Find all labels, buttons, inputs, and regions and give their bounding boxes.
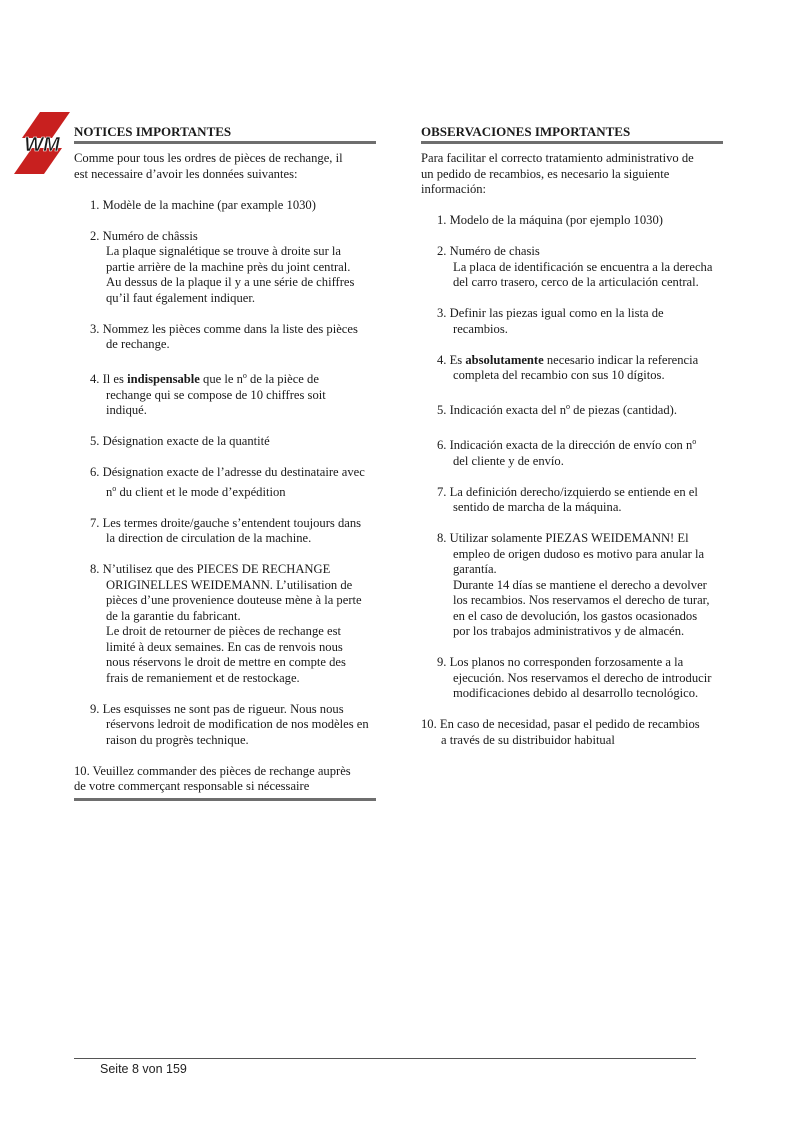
french-item-line: 5. Désignation exacte de la quantité [90, 434, 270, 448]
spanish-intro [421, 151, 723, 198]
french-item-8 [74, 562, 376, 686]
superscript: o [112, 483, 117, 493]
french-item-line: nous réservons le droit de mettre en compte des [106, 655, 346, 669]
spanish-item-8 [421, 531, 723, 640]
bold-run: indispensable [127, 372, 200, 386]
text-run: de piezas (cantidad). [570, 403, 678, 417]
french-item-line: 6. Désignation exacte de l’adresse du destinataire avec [90, 465, 365, 479]
french-item-line: de la garantie du fabricant. [106, 608, 241, 623]
french-item-line: 1. Modèle de la machine (par example 1030) [90, 197, 316, 212]
weidemann-logo [12, 110, 72, 176]
spanish-item-line: Durante 14 días se mantiene el derecho a devolver [453, 577, 707, 592]
french-item-line [74, 481, 376, 501]
spanish-item-line: 9. Los planos no corresponden forzosamente a la [437, 655, 684, 669]
spanish-item-line: 2. Numéro de chasis [437, 244, 540, 258]
french-item-7 [74, 516, 376, 547]
french-column [74, 124, 376, 801]
french-heading: NOTICES IMPORTANTES [74, 124, 232, 139]
french-item-line: de rechange. [106, 337, 170, 351]
text-run: du client et le mode d’expédition [116, 484, 286, 499]
spanish-item-line: 1. Modelo de la máquina (por ejemplo 1030) [437, 213, 663, 227]
spanish-item-line: los recambios. Nos reservamos el derecho de turar, [453, 593, 710, 607]
french-heading-rule [74, 141, 376, 144]
spanish-column [421, 124, 723, 748]
footer-rule [74, 1058, 696, 1059]
french-item-line: La plaque signalétique se trouve à droite sur la [106, 244, 342, 258]
french-item-line: 9. Les esquisses ne sont pas de rigueur. Nous nous [90, 701, 344, 716]
french-item-5 [74, 434, 376, 450]
text-run: de la pièce de [246, 372, 319, 386]
superscript: o [692, 437, 697, 446]
french-item-line: de votre commerçant responsable si nécessaire [74, 779, 310, 793]
bold-run: absolutamente [465, 352, 544, 367]
french-item-line: Le droit de retourner de pièces de rechange est [106, 624, 341, 638]
french-item-line: 2. Numéro de châssis [90, 228, 198, 243]
text-run: necesario indicar la referencia [543, 352, 699, 367]
spanish-item-2 [421, 244, 723, 291]
french-item-9 [74, 702, 376, 749]
spanish-item-line: por los trabajos administrativos y de almacén. [453, 624, 685, 638]
spanish-item-line: modificaciones debido al desarrollo tecnológico. [453, 686, 699, 700]
spanish-intro-line: información: [421, 182, 487, 196]
spanish-item-line: garantía. [453, 562, 497, 576]
french-intro-line: est necessaire d’avoir les données suivantes: [74, 166, 298, 181]
spanish-item-7 [421, 485, 723, 516]
french-item-line: Au dessus de la plaque il y a une série de chiffres [106, 275, 355, 289]
spanish-item-line: 8. Utilizar solamente PIEZAS WEIDEMANN! El [437, 531, 689, 545]
spanish-item-line: ejecución. Nos reservamos el derecho de introducir [453, 670, 712, 685]
french-item-line: pièces d’une provenience douteuse mène à la perte [106, 593, 362, 607]
logo-lettering: WM [24, 134, 60, 156]
french-item-line: 7. Les termes droite/gauche s’entendent toujours dans [90, 515, 362, 530]
spanish-heading: OBSERVACIONES IMPORTANTES [421, 124, 631, 139]
text-run: que le n [199, 372, 243, 386]
french-item-line: qu’il faut également indiquer. [106, 290, 255, 305]
spanish-item-line: en el caso de devolución, los gastos ocasionados [453, 608, 698, 623]
french-item-line: indiqué. [106, 403, 147, 417]
spanish-item-line: recambios. [453, 321, 508, 336]
spanish-item-line: empleo de origen dudoso es motivo para anular la [453, 546, 705, 561]
page-number: Seite 8 von 159 [100, 1062, 187, 1076]
french-item-line [74, 368, 376, 388]
french-item-line: 8. N’utilisez que des PIECES DE RECHANGE [90, 562, 331, 576]
text-run: 6. Indicación exacta de la dirección de envío con n [437, 438, 693, 452]
french-item-line: réservons ledroit de modification de nos modèles en [106, 717, 369, 731]
spanish-item-10 [421, 717, 723, 748]
spanish-item-line [421, 434, 723, 454]
french-intro [74, 151, 376, 182]
spanish-item-line [421, 353, 723, 369]
spanish-item-line: del carro trasero, cerco de la articulación central. [453, 275, 699, 289]
french-item-3 [74, 322, 376, 353]
spanish-item-9 [421, 655, 723, 702]
french-item-line: ORIGINELLES WEIDEMANN. L’utilisation de [106, 577, 353, 592]
spanish-item-5 [421, 399, 723, 419]
french-item-2 [74, 229, 376, 307]
spanish-item-line: 3. Definir las piezas igual como en la lista de [437, 306, 664, 320]
spanish-item-line [421, 399, 723, 419]
spanish-item-6 [421, 434, 723, 469]
french-item-line: partie arrière de la machine près du joint central. [106, 259, 351, 274]
french-item-line: la direction de circulation de la machine. [106, 531, 312, 545]
spanish-item-3 [421, 306, 723, 337]
french-intro-line: Comme pour tous les ordres de pièces de rechange, il [74, 151, 343, 165]
spanish-item-line: del cliente y de envío. [453, 453, 564, 468]
spanish-item-line: La placa de identificación se encuentra a la derecha [453, 259, 713, 274]
french-item-6 [74, 465, 376, 500]
french-item-line: frais de remaniement et de restockage. [106, 670, 300, 685]
superscript: o [566, 402, 571, 411]
spanish-item-line: completa del recambio con sus 10 dígitos. [453, 368, 665, 382]
french-item-1 [74, 198, 376, 214]
french-item-line: 10. Veuillez commander des pièces de rechange auprès [74, 763, 351, 778]
spanish-heading-rule [421, 141, 723, 144]
spanish-intro-line: Para facilitar el correcto tratamiento administrativo de [421, 151, 694, 165]
text-run: n [106, 484, 113, 499]
french-bottom-rule [74, 798, 376, 801]
french-item-line: limité à deux semaines. En cas de renvois nous [106, 639, 343, 654]
spanish-item-1 [421, 213, 723, 229]
text-run: 4. Il es [90, 372, 128, 386]
french-item-line: raison du progrès technique. [106, 732, 249, 747]
spanish-item-line: 7. La definición derecho/izquierdo se entiende en el [437, 484, 698, 499]
superscript: o [242, 371, 247, 380]
french-item-4 [74, 368, 376, 419]
spanish-item-4 [421, 353, 723, 384]
french-item-line: rechange qui se compose de 10 chiffres soit [106, 387, 326, 402]
french-item-10 [74, 764, 376, 795]
text-run: 5. Indicación exacta del n [437, 403, 567, 417]
spanish-item-line: 10. En caso de necesidad, pasar el pedido de recambios [421, 717, 700, 731]
spanish-intro-line: un pedido de recambios, es necesario la siguiente [421, 166, 670, 181]
text-run: 4. Es [437, 352, 466, 367]
french-item-line: 3. Nommez les pièces comme dans la liste des pièces [90, 321, 358, 336]
spanish-item-line: a través de su distribuidor habitual [441, 732, 615, 747]
spanish-item-line: sentido de marcha de la máquina. [453, 500, 622, 514]
